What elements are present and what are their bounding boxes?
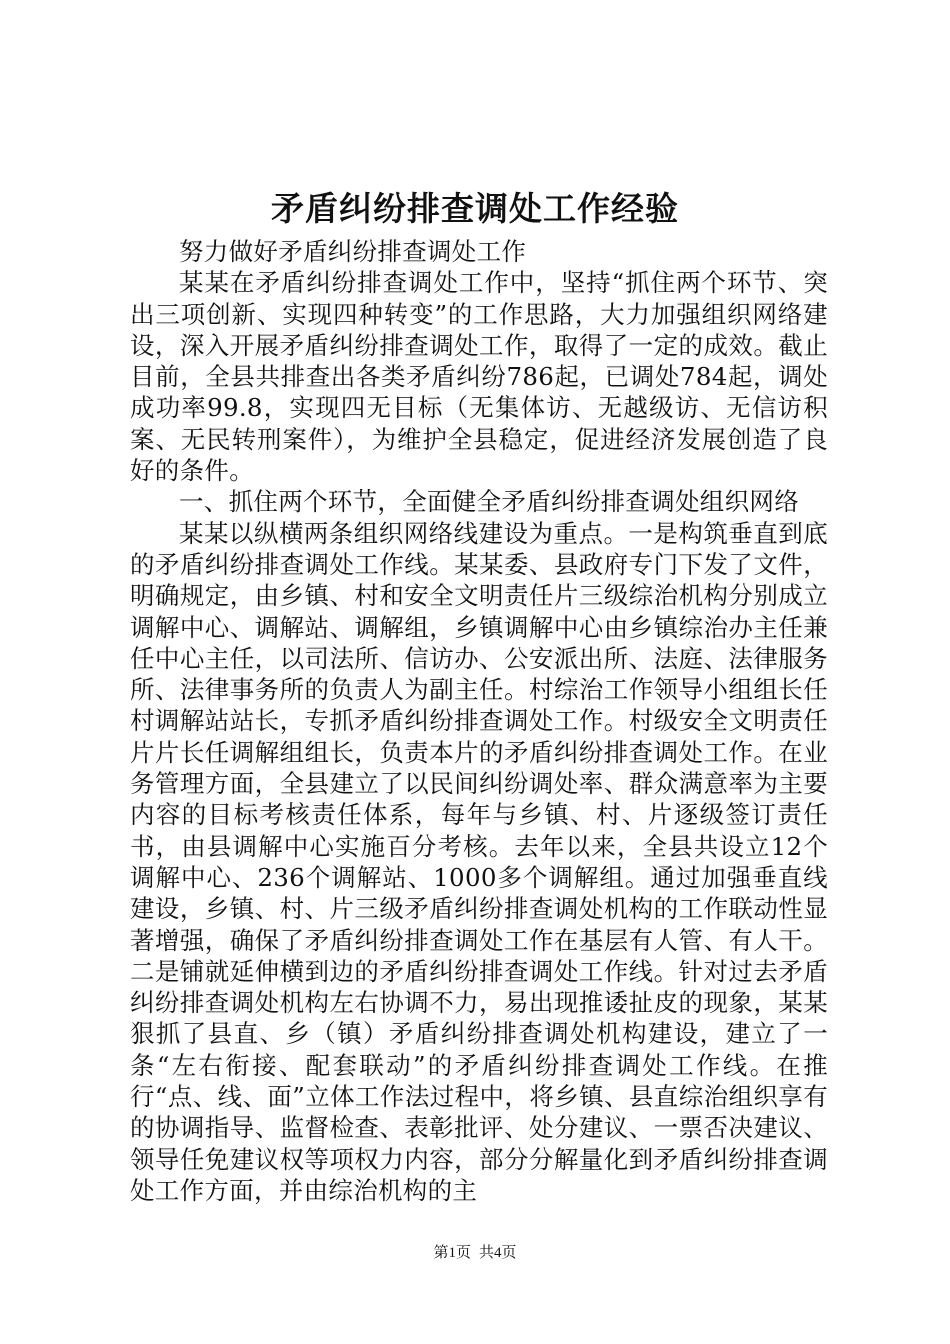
subtitle-paragraph: 努力做好矛盾纠纷排查调处工作 xyxy=(179,237,527,266)
page-number: 第1页 xyxy=(433,1245,471,1261)
page-footer xyxy=(0,1243,950,1263)
document-body xyxy=(130,236,828,1206)
page-total: 共4页 xyxy=(479,1245,517,1261)
section-heading: 一、抓住两个环节，全面健全矛盾纠纷排查调处组织网络 xyxy=(179,487,799,517)
intro-paragraph: 某某在矛盾纠纷排查调处工作中，坚持“抓住两个环节、突出三项创新、实现四种转变”的工作思路，大力加强组织网络建设，深入开展矛盾纠纷排查调处工作，取得了一定的成效。截止目前，全县共排查出各类矛盾纠纷786起，已调处784起，调处成功率99.8，实现四无目标（无集体访、无越级访、无信访积案、无民转刑案件），为维护全县稳定，促进经济发展创造了良好的条件。 xyxy=(130,268,828,486)
document-title: 矛盾纠纷排查调处工作经验 xyxy=(271,189,679,228)
body-paragraph: 某某以纵横两条组织网络线建设为重点。一是构筑垂直到底的矛盾纠纷排查调处工作线。某某委、县政府专门下发了文件，明确规定，由乡镇、村和安全文明责任片三级综治机构分别成立调解中心、调解站、调解组，乡镇调解中心由乡镇综治办主任兼任中心主任，以司法所、信访办、公安派出所、法庭、法律服务所、法律事务所的负责人为副主任。村综治工作领导小组组长任村调解站站长，专抓矛盾纠纷排查调处工作。村级安全文明责任片片长任调解组组长，负责本片的矛盾纠纷排查调处工作。在业务管理方面，全县建立了以民间纠纷调处率、群众满意率为主要内容的目标考核责任体系，每年与乡镇、村、片逐级签订责任书，由县调解中心实施百分考核。去年以来，全县共设立12个调解中心、236个调解站、1000多个调解组。通过加强垂直线建设，乡镇、村、片三级矛盾纠纷排查调处机构的工作联动性显著增强，确保了矛盾纠纷排查调处工作在基层有人管、有人干。二是铺就延伸横到边的矛盾纠纷排查调处工作线。针对过去矛盾纠纷排查调处机构左右协调不力，易出现推诿扯皮的现象，某某狠抓了县直、乡（镇）矛盾纠纷排查调处机构建设，建立了一条“左右衔接、配套联动”的矛盾纠纷排查调处工作线。在推行“点、线、面”立体工作法过程中，将乡镇、县直综治组织享有的协调指导、监督检查、表彰批评、处分建议、一票否决建议、领导任免建议权等项权力内容，部分分解量化到矛盾纠纷排查调处工作方面，并由综治机构的主 xyxy=(130,518,828,1205)
